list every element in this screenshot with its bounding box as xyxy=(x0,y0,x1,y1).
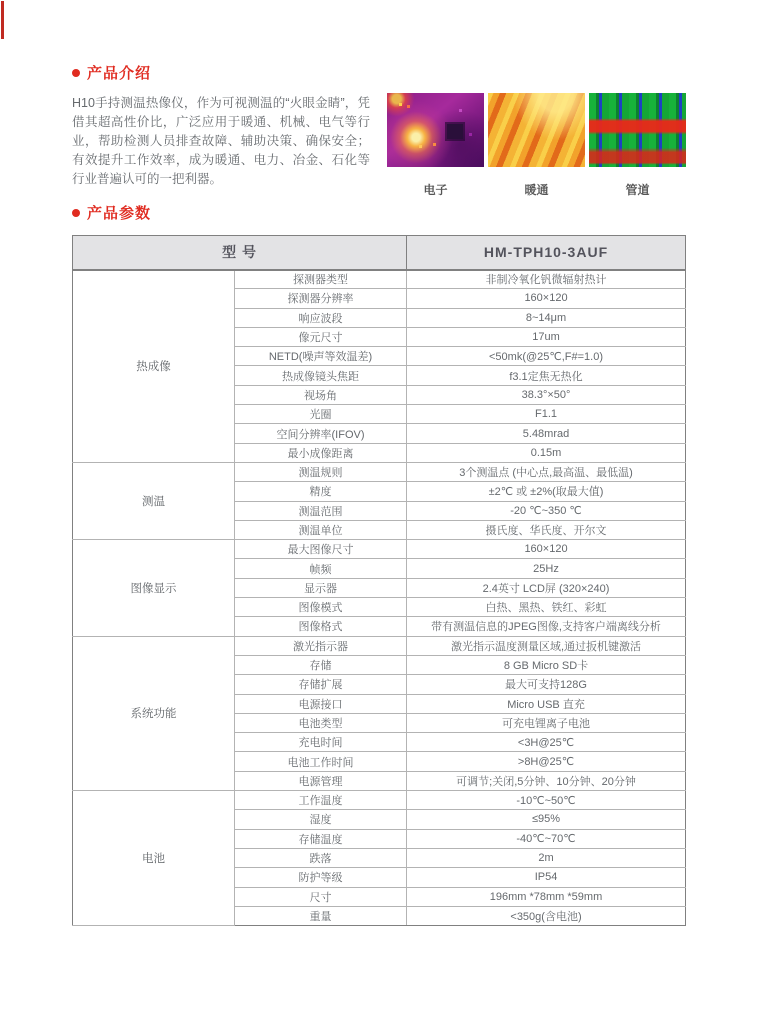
spec-table xyxy=(72,235,686,926)
param-name-cell: 存储温度 xyxy=(235,829,407,848)
param-value-cell: F1.1 xyxy=(407,405,686,424)
param-value-cell: -40℃~70℃ xyxy=(407,829,686,848)
param-value-cell: f3.1定焦无热化 xyxy=(407,366,686,385)
thermal-image-pipes xyxy=(589,93,686,167)
param-name-cell: 视场角 xyxy=(235,385,407,404)
spec-row xyxy=(73,636,686,655)
spec-row xyxy=(73,270,686,289)
param-value-cell: 25Hz xyxy=(407,559,686,578)
param-name-cell: 最小成像距离 xyxy=(235,443,407,462)
specs-heading-text: 产品参数 xyxy=(87,205,152,222)
param-name-cell: 湿度 xyxy=(235,810,407,829)
param-name-cell: 充电时间 xyxy=(235,733,407,752)
param-name-cell: 尺寸 xyxy=(235,887,407,906)
param-value-cell: 196mm *78mm *59mm xyxy=(407,887,686,906)
param-name-cell: 热成像镜头焦距 xyxy=(235,366,407,385)
param-value-cell: 8~14μm xyxy=(407,308,686,327)
category-cell: 系统功能 xyxy=(73,636,235,790)
param-name-cell: 像元尺寸 xyxy=(235,327,407,346)
param-value-cell: 可调节;关闭,5分钟、10分钟、20分钟 xyxy=(407,771,686,790)
param-value-cell: 2m xyxy=(407,848,686,867)
param-name-cell: 重量 xyxy=(235,906,407,925)
intro-heading-text: 产品介绍 xyxy=(87,65,152,82)
param-name-cell: 电池类型 xyxy=(235,713,407,732)
model-value-cell: HM-TPH10-3AUF xyxy=(407,236,686,270)
param-name-cell: 精度 xyxy=(235,482,407,501)
spec-row xyxy=(73,791,686,810)
image-label-hvac: 暖通 xyxy=(524,183,549,197)
image-label-pipes: 管道 xyxy=(625,183,650,197)
category-cell: 测温 xyxy=(73,462,235,539)
image-label-electronics: 电子 xyxy=(423,183,448,197)
intro-paragraph: H10手持测温热像仪，作为可视测温的“火眼金睛”，凭借其超高性价比，广泛应用于暖通、机械、电气等行业，帮助检测人员排查故障、辅助决策、确保安全；有效提升工作效率，成为暖通、电力、冶金、石化等行业普遍认可的一把利器。 xyxy=(72,96,370,186)
param-value-cell: 5.48mrad xyxy=(407,424,686,443)
param-value-cell: 38.3°×50° xyxy=(407,385,686,404)
param-value-cell: 激光指示温度测量区域,通过扳机键激活 xyxy=(407,636,686,655)
spec-row xyxy=(73,462,686,481)
param-name-cell: 防护等级 xyxy=(235,868,407,887)
category-cell: 热成像 xyxy=(73,270,235,463)
param-value-cell: 带有测温信息的JPEG图像,支持客户端离线分析 xyxy=(407,617,686,636)
param-name-cell: 测温范围 xyxy=(235,501,407,520)
param-name-cell: 光圈 xyxy=(235,405,407,424)
param-value-cell: 2.4英寸 LCD屏 (320×240) xyxy=(407,578,686,597)
param-value-cell: 3个测温点 (中心点,最高温、最低温) xyxy=(407,462,686,481)
param-value-cell: IP54 xyxy=(407,868,686,887)
param-value-cell: 摄氏度、华氏度、开尔文 xyxy=(407,520,686,539)
param-name-cell: 最大图像尺寸 xyxy=(235,540,407,559)
red-bullet-icon xyxy=(72,209,80,217)
param-value-cell: 17um xyxy=(407,327,686,346)
param-name-cell: 电池工作时间 xyxy=(235,752,407,771)
param-value-cell: -10℃~50℃ xyxy=(407,791,686,810)
param-value-cell: <350g(含电池) xyxy=(407,906,686,925)
param-name-cell: 探测器类型 xyxy=(235,270,407,289)
param-value-cell: 0.15m xyxy=(407,443,686,462)
param-value-cell: ≤95% xyxy=(407,810,686,829)
param-value-cell: 非制冷氧化钒微辐射热计 xyxy=(407,270,686,289)
thermal-image-gallery xyxy=(387,93,687,198)
param-value-cell: -20 ℃~350 ℃ xyxy=(407,501,686,520)
param-name-cell: 帧频 xyxy=(235,559,407,578)
thermal-image-electronics xyxy=(387,93,484,167)
param-value-cell: 最大可支持128G xyxy=(407,675,686,694)
param-name-cell: 测温规则 xyxy=(235,462,407,481)
category-cell: 电池 xyxy=(73,791,235,926)
param-value-cell: 8 GB Micro SD卡 xyxy=(407,655,686,674)
param-value-cell: ±2℃ 或 ±2%(取最大值) xyxy=(407,482,686,501)
param-name-cell: 存储扩展 xyxy=(235,675,407,694)
param-name-cell: 电源管理 xyxy=(235,771,407,790)
specs-section-heading xyxy=(72,202,151,223)
page-corner-mark xyxy=(1,1,4,39)
param-name-cell: 存储 xyxy=(235,655,407,674)
param-name-cell: 图像格式 xyxy=(235,617,407,636)
spec-table-header-row xyxy=(73,236,686,270)
param-value-cell: <50mk(@25℃,F#=1.0) xyxy=(407,347,686,366)
param-name-cell: 工作温度 xyxy=(235,791,407,810)
param-name-cell: 图像模式 xyxy=(235,598,407,617)
intro-section-heading xyxy=(72,62,151,83)
pcb-hotspot-dots xyxy=(399,103,402,106)
param-name-cell: 探测器分辨率 xyxy=(235,289,407,308)
pcb-chip-shape xyxy=(447,124,463,139)
param-name-cell: NETD(噪声等效温差) xyxy=(235,347,407,366)
spec-row xyxy=(73,540,686,559)
param-value-cell: >8H@25℃ xyxy=(407,752,686,771)
param-value-cell: 可充电锂离子电池 xyxy=(407,713,686,732)
category-cell: 图像显示 xyxy=(73,540,235,636)
param-name-cell: 响应波段 xyxy=(235,308,407,327)
param-value-cell: 160×120 xyxy=(407,540,686,559)
param-value-cell: 白热、黑热、铁红、彩虹 xyxy=(407,598,686,617)
param-value-cell: 160×120 xyxy=(407,289,686,308)
param-value-cell: <3H@25℃ xyxy=(407,733,686,752)
param-name-cell: 激光指示器 xyxy=(235,636,407,655)
param-value-cell: Micro USB 直充 xyxy=(407,694,686,713)
param-name-cell: 测温单位 xyxy=(235,520,407,539)
model-label-cell: 型 号 xyxy=(73,236,407,270)
param-name-cell: 空间分辨率(IFOV) xyxy=(235,424,407,443)
thermal-image-hvac xyxy=(488,93,585,167)
red-bullet-icon xyxy=(72,69,80,77)
param-name-cell: 显示器 xyxy=(235,578,407,597)
param-name-cell: 跌落 xyxy=(235,848,407,867)
param-name-cell: 电源接口 xyxy=(235,694,407,713)
